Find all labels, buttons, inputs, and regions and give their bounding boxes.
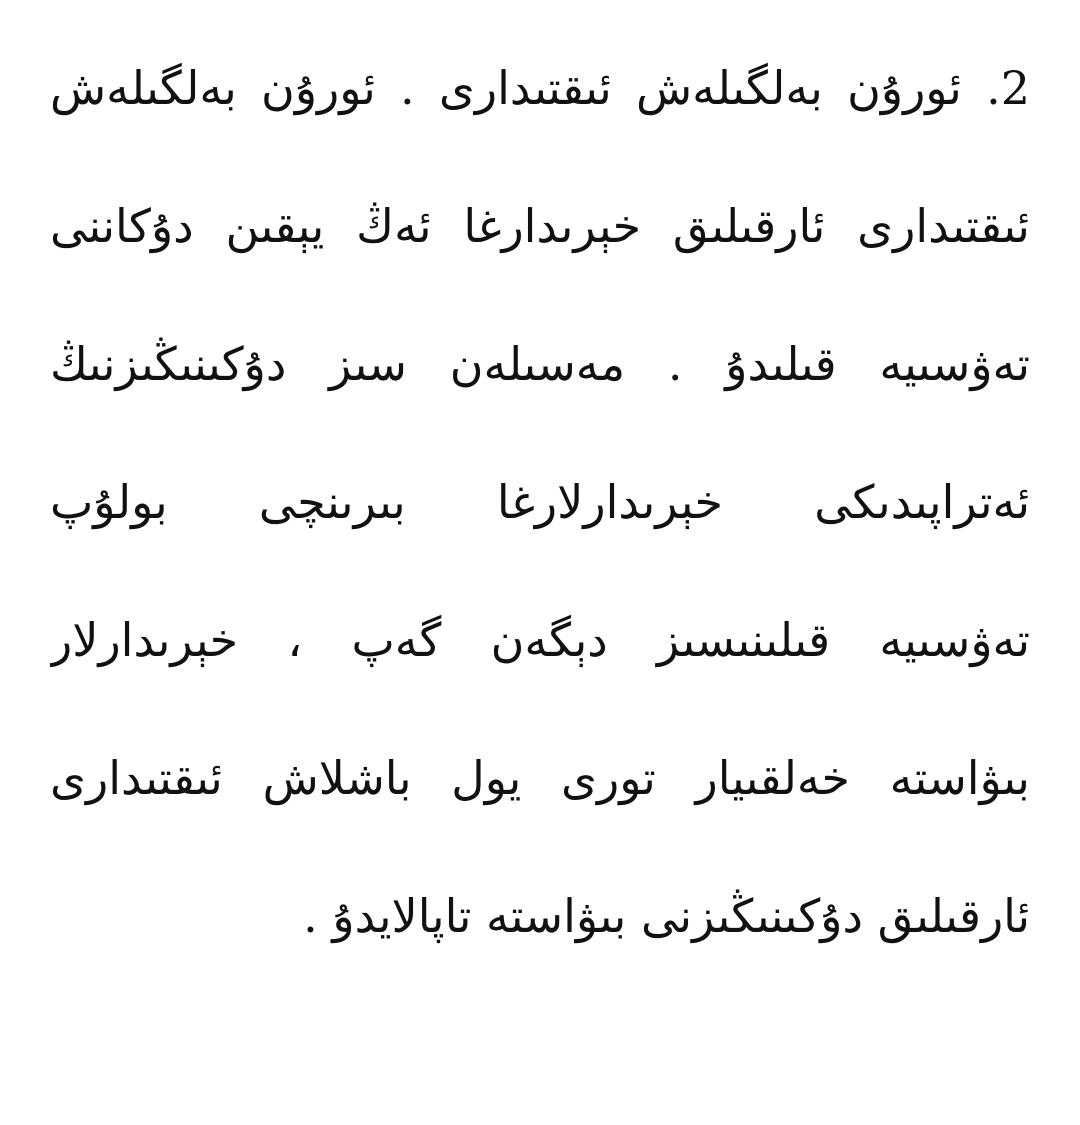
text-line-5: تەۋسىيە قىلىنىسىز دېگەن گەپ ، خېرىدارلار	[50, 613, 1030, 667]
text-line-7: ئارقىلىق دۇكىنىڭىزنى بىۋاستە تاپالايدۇ .	[303, 889, 1030, 943]
text-line-4: ئەتراپىدىكى خېرىدارلارغا بىرىنچى بولۇپ	[50, 475, 1030, 529]
paragraph	[50, 40, 1030, 1006]
text-line-2: ئىقتىدارى ئارقىلىق خېرىدارغا ئەڭ يېقىن دۇكاننى	[50, 199, 1030, 253]
text-line-3: تەۋسىيە قىلىدۇ . مەسىلەن سىز دۇكىنىڭىزنىڭ	[50, 337, 1030, 391]
text-line-1: 2. ئورۇن بەلگىلەش ئىقتىدارى . ئورۇن بەلگىلەش	[50, 61, 1030, 115]
text-line-6: بىۋاستە خەلقىيار تورى يول باشلاش ئىقتىدارى	[50, 751, 1030, 805]
